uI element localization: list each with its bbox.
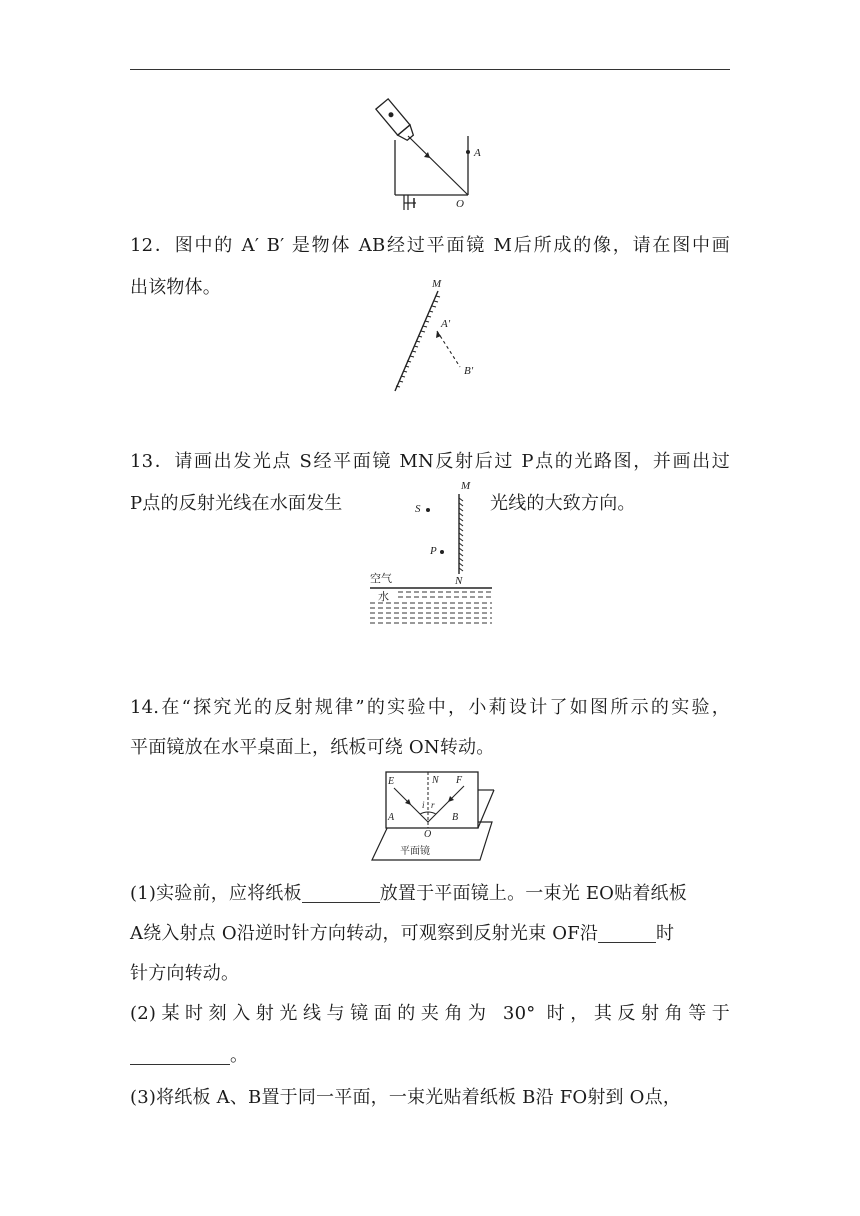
q14-p1-line2-a: A绕入射点 O沿逆时针方向转动，可观察到反射光束 OF沿 — [130, 923, 599, 944]
q12-line2: 出该物体。 — [130, 277, 221, 298]
q11-label-o: O — [456, 198, 464, 210]
q14-p1-b: 放置于平面镜上。一束光 EO贴着纸板 — [379, 883, 687, 904]
q13-line2-left: P点的反射光线在水面发生 — [130, 493, 343, 514]
q13-label-s: S — [415, 503, 421, 515]
q14-label-a: A — [388, 812, 395, 823]
q14-p3-line1: (3)将纸板 A、B置于同一平面，一束光贴着纸板 B沿 FO射到 O点， — [130, 1087, 682, 1108]
q14-p1-line1 — [130, 876, 730, 912]
q12-label-m: M — [432, 278, 442, 290]
q13-label-air: 空气 — [370, 573, 392, 585]
header-rule — [130, 69, 730, 70]
q14-diagram — [370, 770, 495, 862]
q13-diagram — [368, 478, 498, 628]
q13-label-p: P — [430, 545, 437, 557]
q14-p1-a: (1)实验前，应将纸板 — [130, 883, 302, 904]
q14-label-n: N — [432, 775, 439, 786]
q12-label-b-prime: B′ — [464, 365, 474, 377]
q14-label-b: B — [452, 812, 459, 823]
q12-line1: 12．图中的 A′ B′ 是物体 AB经过平面镜 M后所成的像，请在图中画 — [130, 235, 730, 256]
q14-p2-end: 。 — [230, 1045, 249, 1066]
q14-label-e: E — [388, 776, 395, 787]
q14-label-mirror: 平面镜 — [400, 846, 430, 857]
q13-label-water: 水 — [378, 591, 389, 603]
answer-blank-2[interactable] — [598, 922, 656, 943]
q14-label-f: F — [456, 775, 463, 786]
q14-p1-line2 — [130, 916, 730, 952]
q12-figure — [388, 275, 488, 395]
q11-diagram — [368, 100, 498, 218]
q14-label-i: i — [422, 800, 425, 810]
q14-line1: 14.在“探究光的反射规律”的实验中，小莉设计了如图所示的实验， — [130, 697, 730, 718]
q12-label-a-prime: A′ — [441, 318, 451, 330]
q13-label-n: N — [455, 575, 463, 587]
q12-diagram — [388, 275, 488, 395]
q14-p2-line2 — [130, 1038, 730, 1074]
q11-figure — [368, 100, 498, 218]
q14-p2-line1: (2)某时刻入射光线与镜面的夹角为 30° 时，其反射角等于 — [130, 1003, 730, 1024]
q14-label-r: r — [431, 800, 435, 810]
q14-p1-line2-b: 时 — [656, 923, 675, 944]
q13-label-m: M — [461, 480, 471, 492]
q14-p1-line3: 针方向转动。 — [130, 963, 240, 984]
q14-figure — [370, 770, 495, 862]
q13-line1: 13．请画出发光点 S经平面镜 MN反射后过 P点的光路图，并画出过 — [130, 451, 730, 472]
q13-line2-right: 光线的大致方向。 — [490, 493, 636, 514]
q11-label-a: A — [474, 147, 481, 159]
q13-figure — [368, 478, 498, 628]
q14-line2: 平面镜放在水平桌面上，纸板可绕 ON转动。 — [130, 737, 495, 758]
q14-label-o: O — [424, 829, 432, 840]
answer-blank-1[interactable] — [302, 882, 380, 903]
answer-blank-3[interactable] — [130, 1044, 230, 1065]
